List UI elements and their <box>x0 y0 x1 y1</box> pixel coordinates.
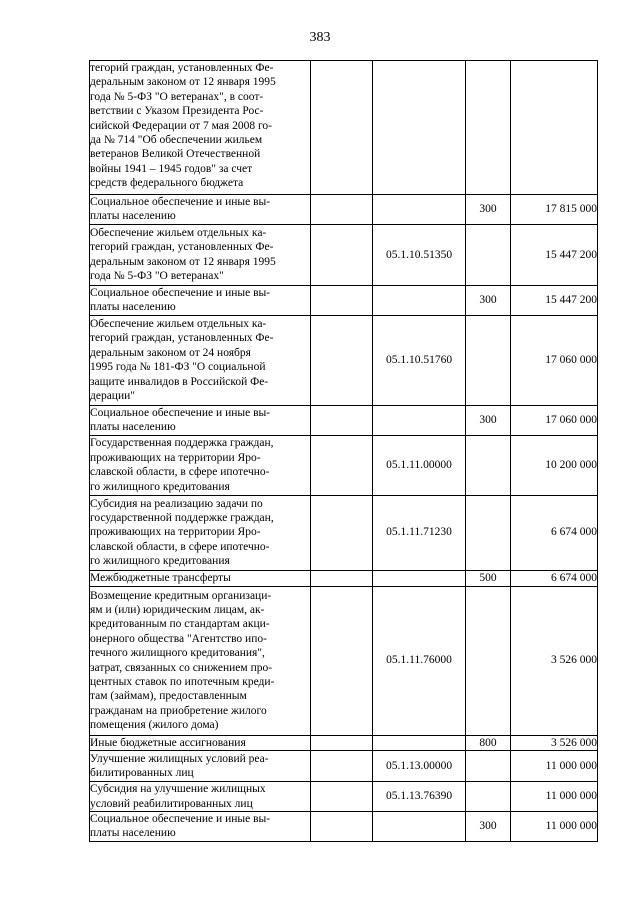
table-row <box>90 61 598 195</box>
expense-type: 300 <box>466 195 511 225</box>
row-name: тегорий граждан, установленных Фе- деральным законом от 12 января 1995 года № 5-ФЗ "О ветеранах", в соот- ветствии с Указом Президента Рос- сийской Федерации от 7 мая 2008 го- да № 714 "Об обеспечении жильем ветеранов Великой Отечественной войны 1941 – 1945 годов" за счет средств федерального бюджета <box>90 61 311 195</box>
table-row <box>90 586 598 735</box>
row-name: Субсидия на улучшение жилищных условий реабилитированных лиц <box>90 782 311 812</box>
target-code <box>373 195 466 225</box>
row-name: Обеспечение жильем отдельных ка- тегорий граждан, установленных Фе- деральным законом от 12 января 1995 года № 5-ФЗ "О ветеранах" <box>90 224 311 285</box>
table-row <box>90 405 598 435</box>
blank-cell <box>311 495 373 570</box>
row-name: Субсидия на реализацию задачи по государственной поддержке граждан, проживающих на территории Яро- славской области, в сфере ипотечно- го жилищного кредитования <box>90 495 311 570</box>
amount: 17 060 000 <box>511 405 598 435</box>
expense-type <box>466 751 511 782</box>
amount: 11 000 000 <box>511 812 598 842</box>
blank-cell <box>311 782 373 812</box>
expense-type <box>466 495 511 570</box>
target-code: 05.1.13.76390 <box>373 782 466 812</box>
blank-cell <box>311 61 373 195</box>
table-row <box>90 435 598 495</box>
expense-type <box>466 224 511 285</box>
table-row <box>90 315 598 405</box>
amount: 15 447 200 <box>511 285 598 315</box>
blank-cell <box>311 435 373 495</box>
blank-cell <box>311 195 373 225</box>
amount: 17 815 000 <box>511 195 598 225</box>
table-row <box>90 812 598 842</box>
blank-cell <box>311 812 373 842</box>
amount: 17 060 000 <box>511 315 598 405</box>
table-row <box>90 735 598 750</box>
blank-cell <box>311 285 373 315</box>
budget-table <box>89 60 598 842</box>
table-row <box>90 195 598 225</box>
blank-cell <box>311 224 373 285</box>
expense-type: 300 <box>466 285 511 315</box>
row-name: Улучшение жилищных условий реа- билитированных лиц <box>90 751 311 782</box>
table-row <box>90 782 598 812</box>
expense-type <box>466 782 511 812</box>
expense-type <box>466 586 511 735</box>
expense-type: 300 <box>466 405 511 435</box>
row-name: Обеспечение жильем отдельных ка- тегорий граждан, установленных Фе- деральным законом от 24 ноября 1995 года № 181-ФЗ "О социальной защите инвалидов в Российской Фе- дерации" <box>90 315 311 405</box>
row-name: Социальное обеспечение и иные вы- платы населению <box>90 812 311 842</box>
blank-cell <box>311 405 373 435</box>
amount: 3 526 000 <box>511 735 598 750</box>
amount: 11 000 000 <box>511 751 598 782</box>
amount: 10 200 000 <box>511 435 598 495</box>
table-row <box>90 495 598 570</box>
target-code <box>373 61 466 195</box>
table-row <box>90 285 598 315</box>
row-name: Социальное обеспечение и иные вы- платы населению <box>90 195 311 225</box>
amount: 3 526 000 <box>511 586 598 735</box>
row-name: Социальное обеспечение и иные вы- платы населению <box>90 405 311 435</box>
blank-cell <box>311 570 373 586</box>
amount: 11 000 000 <box>511 782 598 812</box>
expense-type: 500 <box>466 570 511 586</box>
amount: 6 674 000 <box>511 570 598 586</box>
table-row <box>90 751 598 782</box>
blank-cell <box>311 735 373 750</box>
blank-cell <box>311 315 373 405</box>
row-name: Возмещение кредитным организаци- ям и (или) юридическим лицам, ак- кредитованным по стандартам акци- онерного общества "Агентство ипо- течного жилищного кредитования", затрат, связанных со снижением про- центных ставок по ипотечным креди- там (займам), предоставленным гражданам на приобретение жилого помещения (жилого дома) <box>90 586 311 735</box>
row-name: Межбюджетные трансферты <box>90 570 311 586</box>
expense-type: 800 <box>466 735 511 750</box>
amount <box>511 61 598 195</box>
target-code: 05.1.13.00000 <box>373 751 466 782</box>
target-code: 05.1.11.71230 <box>373 495 466 570</box>
amount: 15 447 200 <box>511 224 598 285</box>
expense-type <box>466 435 511 495</box>
target-code: 05.1.10.51760 <box>373 315 466 405</box>
target-code: 05.1.11.76000 <box>373 586 466 735</box>
target-code <box>373 285 466 315</box>
table-row <box>90 570 598 586</box>
row-name: Социальное обеспечение и иные вы- платы населению <box>90 285 311 315</box>
page-number: 383 <box>309 30 331 45</box>
target-code <box>373 735 466 750</box>
amount: 6 674 000 <box>511 495 598 570</box>
blank-cell <box>311 751 373 782</box>
expense-type <box>466 61 511 195</box>
target-code: 05.1.10.51350 <box>373 224 466 285</box>
row-name: Государственная поддержка граждан, проживающих на территории Яро- славской области, в сфере ипотечно- го жилищного кредитования <box>90 435 311 495</box>
target-code: 05.1.11.00000 <box>373 435 466 495</box>
target-code <box>373 570 466 586</box>
expense-type: 300 <box>466 812 511 842</box>
target-code <box>373 812 466 842</box>
target-code <box>373 405 466 435</box>
expense-type <box>466 315 511 405</box>
row-name: Иные бюджетные ассигнования <box>90 735 311 750</box>
table-row <box>90 224 598 285</box>
blank-cell <box>311 586 373 735</box>
